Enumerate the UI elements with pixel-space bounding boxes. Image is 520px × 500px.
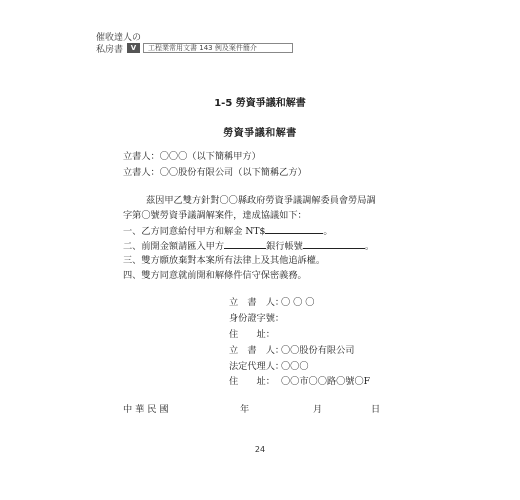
page-number: 24 [254,445,266,454]
sig-address-a [229,329,281,341]
sig-address-b-label: 住 址： [229,376,275,387]
sig-id-label: 身份證字號： [229,313,285,324]
sig-id-number [229,313,285,325]
date-day: 日 [371,404,381,415]
running-header [96,42,293,54]
section-label: 工程業常用文書 143 例及案件簡介 [143,43,293,53]
sig-representative [229,361,309,373]
sig-rep-value: 〇〇〇 [281,361,309,372]
chapter-badge: V [127,43,140,53]
clause-4: 四、雙方同意就前開和解條件信守保密義務。 [123,270,307,281]
clause-2-end: 。 [364,241,374,252]
sig-party-a [229,297,314,309]
sig-party-a-value: 〇 〇 〇 [281,297,315,308]
clause-2-text: 二、前開金額請匯入甲方 [123,241,225,252]
sig-party-b [229,345,355,357]
document-title: 勞資爭議和解書 [223,128,297,139]
clause-1-end: 。 [323,226,333,237]
sig-rep-label: 法定代理人： [229,361,285,372]
sig-party-b-label: 立 書 人： [229,345,285,356]
bank-name-blank [224,240,266,249]
intro-line-1: 茲因甲乙雙方針對〇〇縣政府勞資爭議調解委員會勞局調 [146,195,376,206]
clause-1 [123,225,333,238]
sig-address-a-label: 住 址： [229,329,275,340]
clause-2 [123,240,374,253]
sig-party-a-label: 立 書 人： [229,297,285,308]
account-number-blank [303,240,365,249]
sig-address-b [229,376,370,388]
date-row [0,401,520,413]
clause-2-mid: 銀行帳號 [266,241,303,252]
amount-blank [265,225,323,234]
clause-1-text: 一、乙方同意給付甲方和解金 NT$ [123,226,266,237]
date-nation: 中 華 民 國 [123,404,169,415]
book-title-line1: 催收達人の [96,33,142,43]
intro-line-2: 字第〇號勞資爭議調解案件，達成協議如下： [123,210,307,221]
book-title-line2: 私房書 [96,44,124,55]
clause-3: 三、雙方願放棄對本案所有法律上及其他追訴權。 [123,255,326,266]
chapter-title: 1-5 勞資爭議和解書 [214,98,306,109]
date-year: 年 [240,404,250,415]
date-month: 月 [313,404,323,415]
party-b-line: 立書人：〇〇股份有限公司（以下簡稱乙方） [123,167,307,178]
sig-address-b-value: 〇〇市〇〇路〇號〇F [281,376,371,387]
party-a-line: 立書人：〇〇〇（以下簡稱甲方） [123,151,261,162]
sig-party-b-value: 〇〇股份有限公司 [281,345,355,356]
